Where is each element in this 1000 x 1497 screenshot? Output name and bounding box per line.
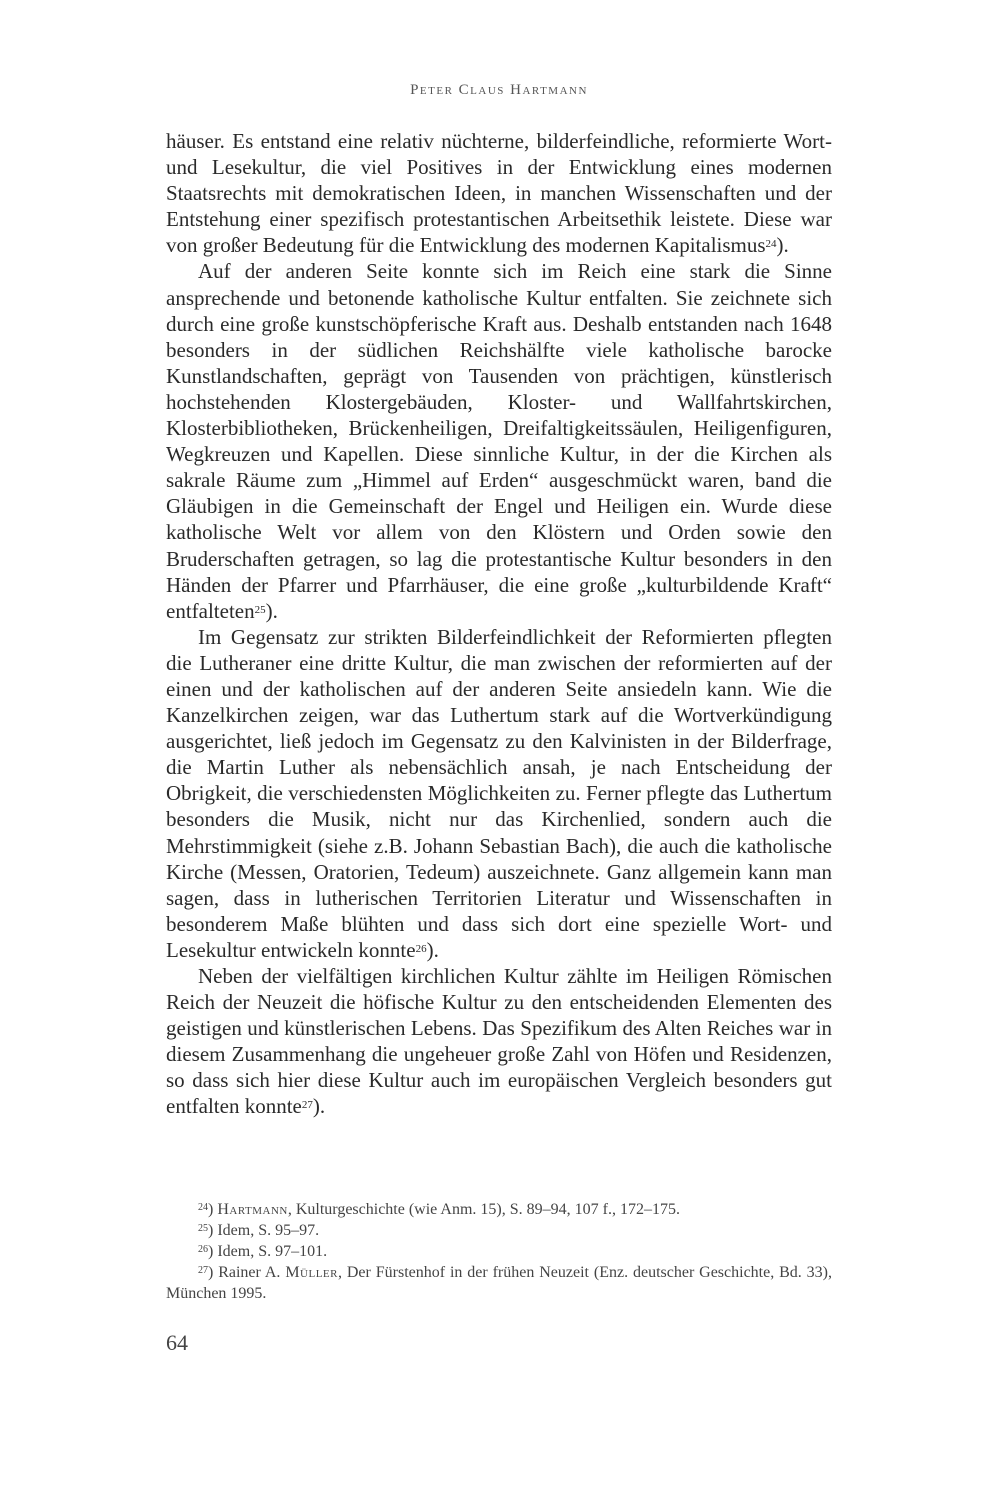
footnote-ref-24[interactable]: 24 <box>765 238 777 251</box>
paragraph-text-end: ). <box>426 937 439 962</box>
footnotes <box>166 1199 832 1304</box>
footnote-prefix: ) <box>208 1222 218 1239</box>
paragraph-3 <box>166 624 832 963</box>
footnote-number: 26 <box>198 1244 208 1255</box>
paragraph-text: Auf der anderen Seite konnte sich im Reich eine stark die Sinne ansprechende und betonende katholische Kultur entfalten. Sie zeichnete sich durch eine große kunstschöpferische Kraft aus. Deshalb entstanden nach 1648 besonders in der südlichen Reichshälfte viele katholische barocke Kunstlandschaften, geprägt von Tausenden von prächtigen, künstlerisch hochstehenden Klostergebäuden, Kloster- und Wallfahrtskirchen, Klosterbibliotheken, Brückenheiligen, Dreifaltigkeitssäulen, Heiligenfiguren, Wegkreuzen und Kapellen. Diese sinnliche Kultur, in der die Kirchen als sakrale Räume zum „Himmel auf Erden“ ausgeschmückt waren, band die Gläubigen in die Gemeinschaft der Engel und Heiligen ein. Wurde diese katholische Welt vor allem von den Klöstern und Orden sowie den Bruderschaften getragen, so lag die protestantische Kultur besonders in den Händen der Pfarrer und Pfarrhäuser, die eine große „kulturbildende Kraft“ entfalteten <box>166 259 832 623</box>
footnote-prefix: ) <box>208 1201 218 1218</box>
paragraph-text: Neben der vielfältigen kirchlichen Kultur zählte im Heiligen Römischen Reich der Neuzeit die höfische Kultur zu den entscheidenden Elementen des geistigen und künstlerischen Lebens. Das Spezifikum des Alten Reiches war in diesem Zusammenhang die ungeheuer große Zahl von Höfen und Residenzen, so dass sich hier diese Kultur auch im europäischen Vergleich besonders gut entfalten konnte <box>166 964 832 1119</box>
footnote-25 <box>166 1220 832 1241</box>
footnote-text: , Der Fürstenhof in der frühen Neuzeit (Enz. deutscher Geschichte, Bd. 33), München 1995. <box>166 1264 833 1302</box>
paragraph-1 <box>166 128 832 258</box>
footnote-prefix: ) Rainer A. <box>208 1264 286 1281</box>
paragraph-4 <box>166 963 832 1120</box>
paragraph-text: häuser. Es entstand eine relativ nüchterne, bilderfeindliche, reformierte Wort- und Lesekultur, die viel Positives in der Entwicklung eines modernen Staatsrechts mit demokratischen Ideen, in manchen Wissenschaften und der Entstehung einer spezifisch protestantischen Arbeitsethik leistete. Diese war von großer Bedeutung für die Entwicklung des modernen Kapitalismus <box>166 129 832 258</box>
paragraph-text-end: ). <box>265 598 278 623</box>
footnote-author: Müller <box>285 1264 338 1281</box>
footnote-24 <box>166 1199 832 1220</box>
footnote-number: 24 <box>198 1202 208 1213</box>
body-text <box>166 128 832 1120</box>
paragraph-text: Im Gegensatz zur strikten Bilderfeindlichkeit der Reformierten pflegten die Lutheraner eine dritte Kultur, die man zwischen der reformierten auf der einen und der katholischen auf der anderen Seite ansiedeln kann. Wie die Kanzelkirchen zeigen, war das Luthertum stark auf die Wortverkündigung ausgerichtet, ließ jedoch im Gegensatz zu den Kalvinisten in der Bilderfrage, die Martin Luther als nebensächlich ansah, je nach Entscheidung der Obrigkeit, die verschiedensten Möglichkeiten zu. Ferner pflegte das Luthertum besonders die Musik, nicht nur das Kirchenlied, sondern auch die Mehrstimmigkeit (siehe z.B. Johann Sebastian Bach), die auch die katholische Kirche (Messen, Oratorien, Tedeum) auszeichnete. Ganz allgemein kann man sagen, dass in lutherischen Territorien Literatur und Wissenschaften in besonderem Maße blühten und dass sich dort eine spezielle Wort- und Lesekultur entwickeln konnte <box>166 624 832 962</box>
footnote-author: Hartmann <box>217 1201 288 1218</box>
running-head: Peter Claus Hartmann <box>410 82 588 98</box>
footnote-text: Idem, S. 97–101. <box>217 1243 328 1260</box>
paragraph-2 <box>166 258 832 623</box>
footnote-ref-25[interactable]: 25 <box>254 603 266 616</box>
footnote-number: 27 <box>198 1265 208 1276</box>
footnote-27 <box>166 1262 832 1304</box>
footnote-ref-27[interactable]: 27 <box>301 1099 313 1112</box>
footnote-number: 25 <box>198 1223 208 1234</box>
footnote-26 <box>166 1241 832 1262</box>
footnote-prefix: ) <box>208 1243 218 1260</box>
page-number: 64 <box>166 1330 188 1355</box>
paragraph-text-end: ). <box>312 1094 326 1119</box>
paragraph-text-end: ). <box>776 233 789 258</box>
footnote-ref-26[interactable]: 26 <box>415 942 427 955</box>
footnote-text: , Kulturgeschichte (wie Anm. 15), S. 89–94, 107 f., 172–175. <box>287 1201 680 1218</box>
footnote-text: Idem, S. 95–97. <box>217 1222 320 1239</box>
